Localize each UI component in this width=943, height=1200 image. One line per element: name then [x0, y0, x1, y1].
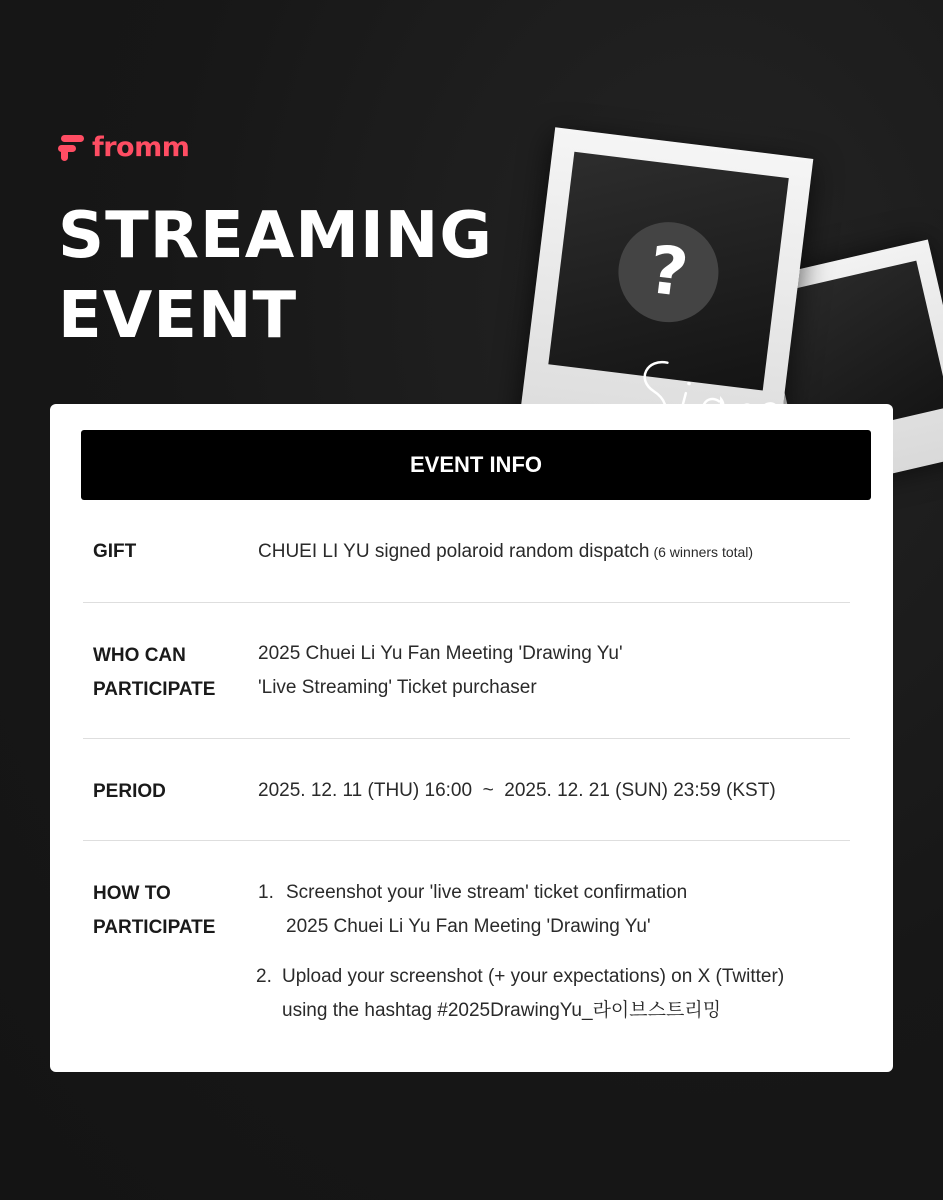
divider [83, 738, 850, 739]
period-value: 2025. 12. 11 (THU) 16:00 ~ 2025. 12. 21 (SUN) 23:59 (KST) [258, 780, 776, 801]
how-step-number: 2. [256, 966, 272, 987]
how-label-line-1: HOW TO [93, 883, 171, 904]
polaroid-illustration [500, 120, 930, 420]
who-row [83, 636, 850, 706]
gift-label: GIFT [93, 541, 137, 562]
gift-description: CHUEI LI YU signed polaroid random dispatch [258, 541, 650, 562]
title-line-1: STREAMING [58, 199, 493, 273]
gift-winners-note: (6 winners total) [653, 544, 754, 560]
how-steps [258, 876, 858, 1028]
how-step-2-line-1: Upload your screenshot (+ your expectations) on X (Twitter) [282, 966, 785, 987]
gift-value [258, 535, 858, 569]
period-row [83, 772, 850, 812]
fromm-logo-icon [58, 133, 86, 163]
question-mark-icon: ? [613, 216, 724, 327]
period-label: PERIOD [93, 781, 166, 802]
event-info-header: EVENT INFO [81, 430, 871, 500]
how-step-number: 1. [258, 882, 274, 903]
title-line-2: EVENT [58, 279, 298, 353]
divider [83, 840, 850, 841]
how-row [83, 876, 850, 1036]
who-label-line-1: WHO CAN [93, 645, 186, 666]
divider [83, 602, 850, 603]
how-step-1-line-2: 2025 Chuei Li Yu Fan Meeting 'Drawing Yu' [286, 916, 651, 937]
who-value-line-2: 'Live Streaming' Ticket purchaser [258, 677, 537, 698]
gift-row [83, 532, 850, 572]
fromm-logo [58, 133, 189, 163]
how-label-line-2: PARTICIPATE [93, 917, 216, 938]
who-label [93, 639, 253, 707]
brand-name: fromm [92, 132, 190, 163]
how-step-2 [256, 960, 858, 1028]
event-info-card [50, 404, 893, 1072]
how-step-1-line-1: Screenshot your 'live stream' ticket confirmation [286, 882, 688, 903]
who-value [258, 637, 858, 705]
how-step-2-line-2: using the hashtag #2025DrawingYu_라이브스트리밍 [282, 1000, 722, 1021]
page-title [58, 196, 493, 356]
how-step-1 [258, 876, 858, 944]
who-value-line-1: 2025 Chuei Li Yu Fan Meeting 'Drawing Yu' [258, 643, 623, 664]
who-label-line-2: PARTICIPATE [93, 679, 216, 700]
how-label [93, 877, 253, 945]
